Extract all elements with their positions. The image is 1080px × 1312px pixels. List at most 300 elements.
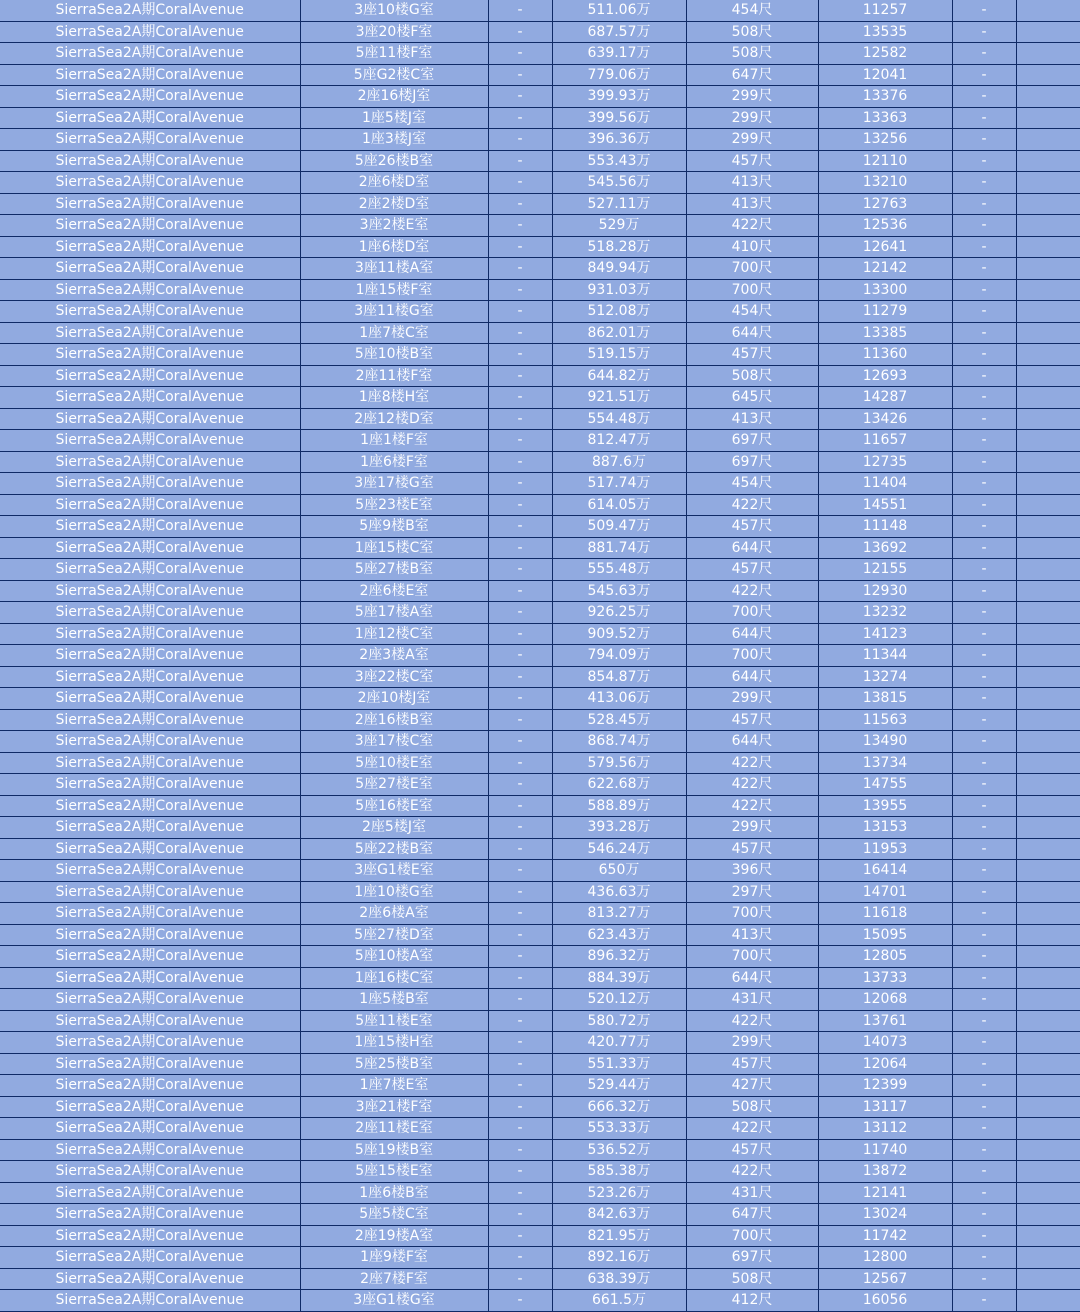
estate-name-cell: SierraSea2A期CoralAvenue	[0, 1204, 300, 1226]
dash-cell: -	[488, 451, 552, 473]
unit-price-cell: 14073	[818, 1032, 952, 1054]
dash-cell: -	[488, 645, 552, 667]
table-row	[0, 258, 1080, 280]
dash-cell: -	[952, 1010, 1016, 1032]
unit-cell: 2座19楼A室	[300, 1225, 488, 1247]
unit-price-cell: 11279	[818, 301, 952, 323]
price-cell: 545.56万	[552, 172, 686, 194]
unit-price-cell: 13210	[818, 172, 952, 194]
dash-cell: -	[488, 989, 552, 1011]
unit-cell: 2座6楼E室	[300, 580, 488, 602]
area-cell: 413尺	[686, 193, 818, 215]
unit-price-cell: 11618	[818, 903, 952, 925]
dash-cell: -	[952, 279, 1016, 301]
dash-cell: -	[488, 881, 552, 903]
unit-cell: 2座2楼D室	[300, 193, 488, 215]
table-row	[0, 0, 1080, 21]
estate-name-cell: SierraSea2A期CoralAvenue	[0, 623, 300, 645]
unit-price-cell: 12536	[818, 215, 952, 237]
estate-name-cell: SierraSea2A期CoralAvenue	[0, 322, 300, 344]
estate-name-cell: SierraSea2A期CoralAvenue	[0, 1247, 300, 1269]
table-row	[0, 21, 1080, 43]
estate-name-cell: SierraSea2A期CoralAvenue	[0, 387, 300, 409]
estate-name-cell: SierraSea2A期CoralAvenue	[0, 279, 300, 301]
table-row	[0, 946, 1080, 968]
table-row	[0, 1182, 1080, 1204]
table-row	[0, 795, 1080, 817]
empty-cell	[1016, 709, 1080, 731]
unit-price-cell: 13692	[818, 537, 952, 559]
dash-cell: -	[952, 344, 1016, 366]
unit-price-cell: 12567	[818, 1268, 952, 1290]
area-cell: 422尺	[686, 1118, 818, 1140]
dash-cell: -	[488, 43, 552, 65]
dash-cell: -	[952, 903, 1016, 925]
dash-cell: -	[488, 494, 552, 516]
table-row	[0, 129, 1080, 151]
price-cell: 881.74万	[552, 537, 686, 559]
estate-name-cell: SierraSea2A期CoralAvenue	[0, 688, 300, 710]
dash-cell: -	[488, 795, 552, 817]
table-row	[0, 817, 1080, 839]
price-cell: 868.74万	[552, 731, 686, 753]
area-cell: 508尺	[686, 21, 818, 43]
area-cell: 299尺	[686, 688, 818, 710]
unit-cell: 5座27楼D室	[300, 924, 488, 946]
estate-name-cell: SierraSea2A期CoralAvenue	[0, 0, 300, 21]
unit-price-cell: 13024	[818, 1204, 952, 1226]
estate-name-cell: SierraSea2A期CoralAvenue	[0, 494, 300, 516]
estate-name-cell: SierraSea2A期CoralAvenue	[0, 129, 300, 151]
table-row	[0, 451, 1080, 473]
area-cell: 422尺	[686, 795, 818, 817]
unit-cell: 5座22楼B室	[300, 838, 488, 860]
area-cell: 457尺	[686, 1053, 818, 1075]
table-row	[0, 666, 1080, 688]
unit-price-cell: 12735	[818, 451, 952, 473]
area-cell: 413尺	[686, 924, 818, 946]
dash-cell: -	[952, 150, 1016, 172]
unit-cell: 2座11楼F室	[300, 365, 488, 387]
unit-cell: 2座16楼B室	[300, 709, 488, 731]
dash-cell: -	[952, 602, 1016, 624]
price-cell: 849.94万	[552, 258, 686, 280]
dash-cell: -	[952, 1182, 1016, 1204]
price-cell: 396.36万	[552, 129, 686, 151]
empty-cell	[1016, 258, 1080, 280]
empty-cell	[1016, 365, 1080, 387]
empty-cell	[1016, 1032, 1080, 1054]
unit-cell: 2座7楼F室	[300, 1268, 488, 1290]
unit-price-cell: 14755	[818, 774, 952, 796]
dash-cell: -	[952, 451, 1016, 473]
estate-name-cell: SierraSea2A期CoralAvenue	[0, 1290, 300, 1312]
estate-name-cell: SierraSea2A期CoralAvenue	[0, 709, 300, 731]
dash-cell: -	[488, 860, 552, 882]
area-cell: 454尺	[686, 0, 818, 21]
dash-cell: -	[488, 0, 552, 21]
price-cell: 523.26万	[552, 1182, 686, 1204]
unit-cell: 1座8楼H室	[300, 387, 488, 409]
unit-cell: 2座10楼J室	[300, 688, 488, 710]
area-cell: 412尺	[686, 1290, 818, 1312]
unit-cell: 1座7楼C室	[300, 322, 488, 344]
area-cell: 297尺	[686, 881, 818, 903]
dash-cell: -	[488, 21, 552, 43]
table-row	[0, 688, 1080, 710]
dash-cell: -	[952, 881, 1016, 903]
empty-cell	[1016, 387, 1080, 409]
price-cell: 666.32万	[552, 1096, 686, 1118]
dash-cell: -	[952, 752, 1016, 774]
empty-cell	[1016, 1290, 1080, 1312]
area-cell: 299尺	[686, 86, 818, 108]
dash-cell: -	[952, 1290, 1016, 1312]
dash-cell: -	[488, 64, 552, 86]
table-row	[0, 903, 1080, 925]
price-cell: 813.27万	[552, 903, 686, 925]
unit-price-cell: 13363	[818, 107, 952, 129]
unit-cell: 1座12楼C室	[300, 623, 488, 645]
table-row	[0, 1139, 1080, 1161]
empty-cell	[1016, 494, 1080, 516]
empty-cell	[1016, 430, 1080, 452]
unit-cell: 1座6楼B室	[300, 1182, 488, 1204]
area-cell: 697尺	[686, 451, 818, 473]
unit-price-cell: 14701	[818, 881, 952, 903]
dash-cell: -	[488, 817, 552, 839]
unit-price-cell: 13535	[818, 21, 952, 43]
table-row	[0, 774, 1080, 796]
unit-price-cell: 14287	[818, 387, 952, 409]
unit-price-cell: 11257	[818, 0, 952, 21]
unit-cell: 2座12楼D室	[300, 408, 488, 430]
empty-cell	[1016, 580, 1080, 602]
price-cell: 393.28万	[552, 817, 686, 839]
price-cell: 536.52万	[552, 1139, 686, 1161]
unit-cell: 1座15楼C室	[300, 537, 488, 559]
price-cell: 527.11万	[552, 193, 686, 215]
empty-cell	[1016, 1161, 1080, 1183]
dash-cell: -	[488, 580, 552, 602]
price-cell: 821.95万	[552, 1225, 686, 1247]
area-cell: 299尺	[686, 129, 818, 151]
area-cell: 422尺	[686, 494, 818, 516]
price-cell: 553.33万	[552, 1118, 686, 1140]
estate-name-cell: SierraSea2A期CoralAvenue	[0, 817, 300, 839]
area-cell: 422尺	[686, 1161, 818, 1183]
table-row	[0, 172, 1080, 194]
dash-cell: -	[952, 322, 1016, 344]
price-cell: 614.05万	[552, 494, 686, 516]
dash-cell: -	[488, 967, 552, 989]
unit-cell: 1座9楼F室	[300, 1247, 488, 1269]
empty-cell	[1016, 860, 1080, 882]
empty-cell	[1016, 21, 1080, 43]
area-cell: 508尺	[686, 1268, 818, 1290]
area-cell: 454尺	[686, 301, 818, 323]
dash-cell: -	[488, 1225, 552, 1247]
empty-cell	[1016, 537, 1080, 559]
area-cell: 454尺	[686, 473, 818, 495]
dash-cell: -	[488, 1268, 552, 1290]
area-cell: 457尺	[686, 838, 818, 860]
unit-cell: 1座6楼F室	[300, 451, 488, 473]
table-row	[0, 1247, 1080, 1269]
empty-cell	[1016, 301, 1080, 323]
price-cell: 579.56万	[552, 752, 686, 774]
dash-cell: -	[488, 236, 552, 258]
dash-cell: -	[952, 1161, 1016, 1183]
dash-cell: -	[952, 473, 1016, 495]
price-cell: 887.6万	[552, 451, 686, 473]
price-cell: 854.87万	[552, 666, 686, 688]
price-cell: 399.56万	[552, 107, 686, 129]
unit-cell: 3座21楼F室	[300, 1096, 488, 1118]
unit-price-cell: 11360	[818, 344, 952, 366]
estate-name-cell: SierraSea2A期CoralAvenue	[0, 215, 300, 237]
price-cell: 529万	[552, 215, 686, 237]
estate-name-cell: SierraSea2A期CoralAvenue	[0, 731, 300, 753]
price-cell: 884.39万	[552, 967, 686, 989]
area-cell: 508尺	[686, 365, 818, 387]
unit-price-cell: 12041	[818, 64, 952, 86]
empty-cell	[1016, 903, 1080, 925]
unit-price-cell: 13385	[818, 322, 952, 344]
empty-cell	[1016, 1204, 1080, 1226]
area-cell: 410尺	[686, 236, 818, 258]
empty-cell	[1016, 1225, 1080, 1247]
empty-cell	[1016, 279, 1080, 301]
table-row	[0, 860, 1080, 882]
table-row	[0, 838, 1080, 860]
empty-cell	[1016, 86, 1080, 108]
dash-cell: -	[952, 43, 1016, 65]
table-row	[0, 473, 1080, 495]
dash-cell: -	[952, 838, 1016, 860]
unit-cell: 1座15楼F室	[300, 279, 488, 301]
table-row	[0, 387, 1080, 409]
table-row	[0, 430, 1080, 452]
area-cell: 422尺	[686, 1010, 818, 1032]
dash-cell: -	[952, 924, 1016, 946]
table-row	[0, 559, 1080, 581]
dash-cell: -	[952, 172, 1016, 194]
empty-cell	[1016, 473, 1080, 495]
price-cell: 588.89万	[552, 795, 686, 817]
price-cell: 812.47万	[552, 430, 686, 452]
empty-cell	[1016, 946, 1080, 968]
table-row	[0, 1096, 1080, 1118]
dash-cell: -	[488, 903, 552, 925]
dash-cell: -	[488, 365, 552, 387]
dash-cell: -	[488, 86, 552, 108]
price-cell: 520.12万	[552, 989, 686, 1011]
unit-price-cell: 12693	[818, 365, 952, 387]
unit-price-cell: 11148	[818, 516, 952, 538]
estate-name-cell: SierraSea2A期CoralAvenue	[0, 1075, 300, 1097]
dash-cell: -	[952, 494, 1016, 516]
table-row	[0, 924, 1080, 946]
dash-cell: -	[952, 129, 1016, 151]
estate-name-cell: SierraSea2A期CoralAvenue	[0, 666, 300, 688]
empty-cell	[1016, 731, 1080, 753]
price-cell: 554.48万	[552, 408, 686, 430]
unit-price-cell: 14551	[818, 494, 952, 516]
empty-cell	[1016, 1247, 1080, 1269]
unit-cell: 2座3楼A室	[300, 645, 488, 667]
estate-name-cell: SierraSea2A期CoralAvenue	[0, 258, 300, 280]
area-cell: 508尺	[686, 1096, 818, 1118]
unit-cell: 3座2楼E室	[300, 215, 488, 237]
dash-cell: -	[952, 408, 1016, 430]
estate-name-cell: SierraSea2A期CoralAvenue	[0, 1118, 300, 1140]
unit-cell: 5座10楼B室	[300, 344, 488, 366]
empty-cell	[1016, 1053, 1080, 1075]
price-cell: 420.77万	[552, 1032, 686, 1054]
estate-name-cell: SierraSea2A期CoralAvenue	[0, 946, 300, 968]
table-row	[0, 516, 1080, 538]
price-cell: 399.93万	[552, 86, 686, 108]
estate-name-cell: SierraSea2A期CoralAvenue	[0, 344, 300, 366]
dash-cell: -	[488, 752, 552, 774]
dash-cell: -	[952, 236, 1016, 258]
empty-cell	[1016, 623, 1080, 645]
estate-name-cell: SierraSea2A期CoralAvenue	[0, 430, 300, 452]
price-cell: 896.32万	[552, 946, 686, 968]
area-cell: 700尺	[686, 279, 818, 301]
unit-price-cell: 12582	[818, 43, 952, 65]
price-cell: 580.72万	[552, 1010, 686, 1032]
dash-cell: -	[952, 1139, 1016, 1161]
table-row	[0, 731, 1080, 753]
table-row	[0, 537, 1080, 559]
estate-name-cell: SierraSea2A期CoralAvenue	[0, 21, 300, 43]
unit-cell: 3座20楼F室	[300, 21, 488, 43]
estate-name-cell: SierraSea2A期CoralAvenue	[0, 537, 300, 559]
empty-cell	[1016, 645, 1080, 667]
area-cell: 644尺	[686, 322, 818, 344]
estate-name-cell: SierraSea2A期CoralAvenue	[0, 43, 300, 65]
unit-price-cell: 13232	[818, 602, 952, 624]
dash-cell: -	[952, 258, 1016, 280]
price-cell: 926.25万	[552, 602, 686, 624]
dash-cell: -	[952, 967, 1016, 989]
dash-cell: -	[488, 666, 552, 688]
empty-cell	[1016, 236, 1080, 258]
dash-cell: -	[488, 1053, 552, 1075]
unit-cell: 3座11楼A室	[300, 258, 488, 280]
estate-name-cell: SierraSea2A期CoralAvenue	[0, 365, 300, 387]
unit-cell: 5座10楼E室	[300, 752, 488, 774]
dash-cell: -	[488, 1096, 552, 1118]
unit-cell: 3座G1楼E室	[300, 860, 488, 882]
unit-price-cell: 11740	[818, 1139, 952, 1161]
unit-cell: 1座3楼J室	[300, 129, 488, 151]
dash-cell: -	[488, 924, 552, 946]
unit-cell: 2座6楼D室	[300, 172, 488, 194]
dash-cell: -	[488, 430, 552, 452]
empty-cell	[1016, 1118, 1080, 1140]
price-cell: 779.06万	[552, 64, 686, 86]
empty-cell	[1016, 881, 1080, 903]
unit-cell: 3座17楼C室	[300, 731, 488, 753]
unit-price-cell: 12141	[818, 1182, 952, 1204]
dash-cell: -	[488, 1118, 552, 1140]
dash-cell: -	[952, 1268, 1016, 1290]
estate-name-cell: SierraSea2A期CoralAvenue	[0, 107, 300, 129]
empty-cell	[1016, 924, 1080, 946]
empty-cell	[1016, 451, 1080, 473]
dash-cell: -	[952, 1075, 1016, 1097]
dash-cell: -	[488, 623, 552, 645]
dash-cell: -	[488, 1290, 552, 1312]
unit-price-cell: 11404	[818, 473, 952, 495]
unit-cell: 5座27楼E室	[300, 774, 488, 796]
dash-cell: -	[488, 473, 552, 495]
dash-cell: -	[488, 688, 552, 710]
empty-cell	[1016, 1096, 1080, 1118]
dash-cell: -	[952, 1096, 1016, 1118]
area-cell: 457尺	[686, 1139, 818, 1161]
unit-price-cell: 13490	[818, 731, 952, 753]
table-row	[0, 301, 1080, 323]
estate-name-cell: SierraSea2A期CoralAvenue	[0, 1225, 300, 1247]
price-cell: 553.43万	[552, 150, 686, 172]
dash-cell: -	[952, 387, 1016, 409]
area-cell: 647尺	[686, 64, 818, 86]
empty-cell	[1016, 752, 1080, 774]
dash-cell: -	[488, 709, 552, 731]
price-cell: 650万	[552, 860, 686, 882]
dash-cell: -	[488, 150, 552, 172]
estate-name-cell: SierraSea2A期CoralAvenue	[0, 559, 300, 581]
estate-name-cell: SierraSea2A期CoralAvenue	[0, 924, 300, 946]
dash-cell: -	[952, 817, 1016, 839]
table-row	[0, 1118, 1080, 1140]
table-row	[0, 967, 1080, 989]
price-cell: 545.63万	[552, 580, 686, 602]
estate-name-cell: SierraSea2A期CoralAvenue	[0, 172, 300, 194]
unit-cell: 1座6楼D室	[300, 236, 488, 258]
dash-cell: -	[952, 559, 1016, 581]
area-cell: 700尺	[686, 645, 818, 667]
unit-cell: 5座23楼E室	[300, 494, 488, 516]
unit-cell: 1座16楼C室	[300, 967, 488, 989]
unit-price-cell: 12930	[818, 580, 952, 602]
unit-price-cell: 12110	[818, 150, 952, 172]
price-cell: 511.06万	[552, 0, 686, 21]
dash-cell: -	[488, 1139, 552, 1161]
dash-cell: -	[952, 365, 1016, 387]
unit-cell: 5座25楼B室	[300, 1053, 488, 1075]
empty-cell	[1016, 150, 1080, 172]
table-row	[0, 365, 1080, 387]
unit-price-cell: 13761	[818, 1010, 952, 1032]
unit-cell: 3座22楼C室	[300, 666, 488, 688]
dash-cell: -	[488, 1247, 552, 1269]
unit-price-cell: 15095	[818, 924, 952, 946]
dash-cell: -	[488, 172, 552, 194]
dash-cell: -	[488, 129, 552, 151]
unit-price-cell: 11657	[818, 430, 952, 452]
dash-cell: -	[952, 1247, 1016, 1269]
estate-name-cell: SierraSea2A期CoralAvenue	[0, 64, 300, 86]
estate-name-cell: SierraSea2A期CoralAvenue	[0, 903, 300, 925]
estate-name-cell: SierraSea2A期CoralAvenue	[0, 1010, 300, 1032]
price-cell: 892.16万	[552, 1247, 686, 1269]
unit-cell: 5座17楼A室	[300, 602, 488, 624]
